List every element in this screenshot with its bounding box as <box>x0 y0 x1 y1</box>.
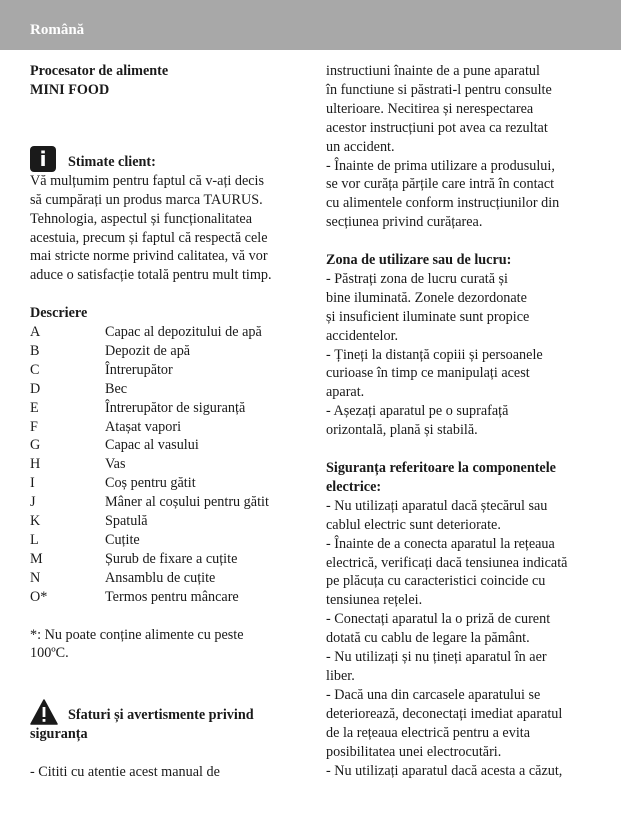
item-label: Bec <box>105 380 128 397</box>
list-item <box>30 493 300 512</box>
list-item <box>30 399 300 418</box>
text-line: - Conectați aparatul la o priză de curent <box>326 611 551 628</box>
info-icon: i <box>30 146 56 172</box>
list-item <box>30 323 300 342</box>
text-line: dotată cu cablu de legare la pământ. <box>326 630 530 647</box>
client-heading-text: Stimate client: <box>68 153 156 170</box>
text-line: un accident. <box>326 138 395 155</box>
item-label: Ansamblu de cuțite <box>105 569 216 586</box>
list-item <box>30 474 300 493</box>
text-line: se vor curăța părțile care intră în contact <box>326 176 555 193</box>
item-label: Capac al vasului <box>105 437 199 454</box>
safety-heading-text: Sfaturi și avertismente privind <box>68 707 254 724</box>
item-label: Capac al depozitului de apă <box>105 324 262 341</box>
client-heading <box>30 146 300 172</box>
description-heading: Descriere <box>30 305 88 322</box>
item-label: Mâner al coșului pentru gătit <box>105 494 269 511</box>
list-item <box>30 455 300 474</box>
spacer <box>30 285 300 304</box>
text-line: accidentelor. <box>326 327 399 344</box>
footnote-line: *: Nu poate conține alimente cu peste <box>30 626 244 643</box>
client-line: să cumpărați un produs marca TAURUS. <box>30 191 263 208</box>
right-column <box>326 62 598 780</box>
text-line: - Nu utilizați aparatul dacă acesta a căzut, <box>326 762 563 779</box>
item-label: Atașat vapori <box>105 418 182 435</box>
text-line: - Păstrați zona de lucru curată și <box>326 270 508 287</box>
item-key: B <box>30 342 40 359</box>
list-item <box>30 380 300 399</box>
list-item <box>30 569 300 588</box>
item-key: K <box>30 513 41 530</box>
item-label: Coș pentru gătit <box>105 475 196 492</box>
safety-heading-text-cont: siguranța <box>30 726 88 743</box>
spacer <box>30 663 300 699</box>
text-line: cu alimentele conform instrucțiunilor din <box>326 195 560 212</box>
item-key: M <box>30 550 43 567</box>
item-label: Întrerupător <box>105 361 173 378</box>
client-line: aduce o satisfacție totală pentru mult timp. <box>30 267 272 284</box>
text-line: instructiuni înainte de a pune aparatul <box>326 63 540 79</box>
item-label: Întrerupător de siguranță <box>105 399 246 416</box>
item-label: Depozit de apă <box>105 342 191 359</box>
item-label: Termos pentru mâncare <box>105 588 239 605</box>
work-area-heading: Zona de utilizare sau de lucru: <box>326 252 512 269</box>
text-line: - Așezați aparatul pe o suprafață <box>326 403 509 420</box>
text-line: pe plăcuța cu caracteristici coincide cu <box>326 573 546 590</box>
manual-intro-paragraph <box>326 62 598 232</box>
text-line: secțiunea privind curățarea. <box>326 214 483 231</box>
spacer <box>30 100 300 146</box>
client-line: Tehnologia, aspectul și funcționalitatea <box>30 210 252 227</box>
text-line: posibilitatea unei electrocutări. <box>326 743 502 760</box>
item-key: G <box>30 437 41 454</box>
item-key: C <box>30 361 40 378</box>
list-item <box>30 342 300 361</box>
text-line: ulterioare. Necitirea și nerespectarea <box>326 100 534 117</box>
client-paragraph <box>30 172 300 285</box>
text-line: acestor instrucțiuni pot avea ca rezultat <box>326 119 548 136</box>
text-line: de la rețeaua electrică pentru a evita <box>326 724 531 741</box>
safety-heading <box>30 699 300 725</box>
item-label: Vas <box>105 456 126 473</box>
spacer <box>30 607 300 626</box>
text-line: liber. <box>326 667 355 684</box>
product-title: Procesator de alimente <box>30 63 169 79</box>
spacer <box>326 232 598 251</box>
electrical-paragraph <box>326 497 598 781</box>
item-key: J <box>30 494 36 511</box>
safety-intro-line: - Cititi cu atentie acest manual de <box>30 764 220 781</box>
client-line: acestuia, precum și faptul că respectă cele <box>30 229 268 246</box>
text-line: curioase în timp ce manipulați acest <box>326 365 530 382</box>
text-line: electrică, verificați dacă tensiunea indicată <box>326 554 568 571</box>
footnote-line: 100ºC. <box>30 645 69 662</box>
warning-icon <box>30 699 58 725</box>
text-line: bine iluminată. Zonele dezordonate <box>326 289 527 306</box>
electrical-heading-cont: electrice: <box>326 478 382 495</box>
list-item <box>30 361 300 380</box>
text-line: aparat. <box>326 384 365 401</box>
item-key: D <box>30 380 41 397</box>
item-key: A <box>30 324 41 341</box>
text-line: orizontală, plană și stabilă. <box>326 422 478 439</box>
spacer <box>30 744 300 763</box>
spacer <box>326 440 598 459</box>
item-label: Șurub de fixare a cuțite <box>105 550 238 567</box>
item-key: E <box>30 399 39 416</box>
list-item <box>30 550 300 569</box>
item-key: O* <box>30 588 48 605</box>
item-label: Spatulă <box>105 513 148 530</box>
list-item <box>30 531 300 550</box>
text-line: în functiune si păstrati-l pentru consulte <box>326 81 552 98</box>
language-label: Română <box>30 22 85 38</box>
text-line: - Țineți la distanță copiii și persoanele <box>326 346 543 363</box>
item-key: F <box>30 418 38 435</box>
text-line: - Înainte de a conecta aparatul la rețeaua <box>326 535 555 552</box>
text-line: deteriorează, deconectați imediat aparatul <box>326 705 563 722</box>
text-line: - Dacă una din carcasele aparatului se <box>326 686 541 703</box>
list-item <box>30 588 300 607</box>
text-line: și insuficient iluminate sunt propice <box>326 308 530 325</box>
text-line: cablul electric sunt deteriorate. <box>326 516 501 533</box>
text-line: tensiunea rețelei. <box>326 592 423 609</box>
item-key: N <box>30 569 41 586</box>
text-line: - Nu utilizați aparatul dacă ștecărul sau <box>326 497 548 514</box>
client-line: Vă mulțumim pentru faptul că v-ați decis <box>30 172 265 189</box>
electrical-heading: Siguranța referitoare la componentele <box>326 460 556 476</box>
left-column <box>30 62 300 782</box>
language-header-bar <box>0 0 621 50</box>
text-line: - Nu utilizați și nu țineți aparatul în aer <box>326 649 547 666</box>
work-area-paragraph <box>326 270 598 440</box>
item-key: L <box>30 532 39 549</box>
description-list <box>30 323 300 607</box>
list-item <box>30 418 300 437</box>
list-item <box>30 512 300 531</box>
item-label: Cuțite <box>105 532 140 549</box>
client-line: mai stricte norme privind calitatea, vă vor <box>30 248 268 265</box>
item-key: I <box>30 475 35 492</box>
text-line: - Înainte de prima utilizare a produsului, <box>326 157 555 174</box>
product-model: MINI FOOD <box>30 81 110 98</box>
list-item <box>30 436 300 455</box>
item-key: H <box>30 456 41 473</box>
